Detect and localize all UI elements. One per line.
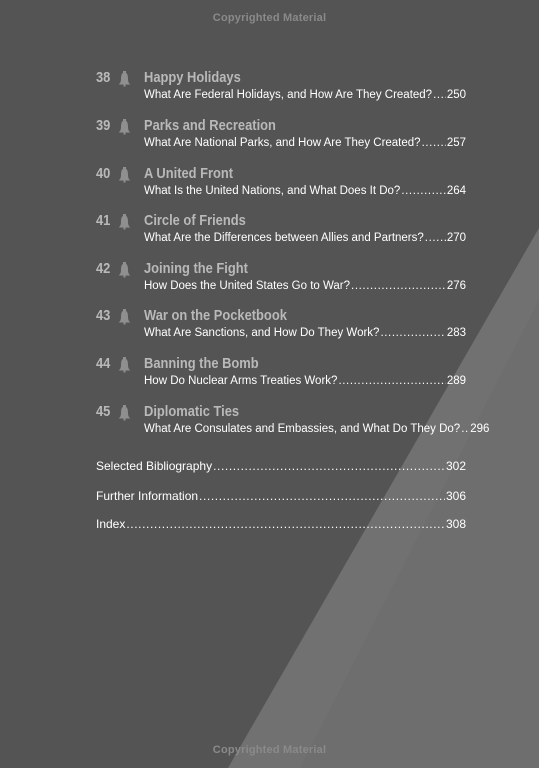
liberty-bell-icon [118,357,131,373]
toc-chapter-40[interactable] [96,165,466,209]
toc-chapter-44[interactable] [96,355,466,399]
chapter-title: A United Front [144,165,234,182]
toc-chapter-39[interactable] [96,117,466,161]
copyright-watermark-bottom: Copyrighted Material [212,744,327,756]
chapter-question-line [144,375,466,387]
dot-leader [380,327,445,339]
chapter-question: What Are Consulates and Embassies, and What Do They Do? [144,423,461,435]
toc-chapter-41[interactable] [96,212,466,256]
chapter-question: How Do Nuclear Arms Treaties Work? [144,375,338,387]
chapter-title: Banning the Bomb [144,355,259,372]
chapter-number: 45 [96,403,111,420]
toc-chapter-38[interactable] [96,69,466,113]
dot-leader [126,517,445,531]
back-matter-label: Index [96,517,126,531]
chapter-question: What Is the United Nations, and What Does It Do? [144,185,401,197]
dot-leader [422,137,446,149]
toc-further-information[interactable] [96,489,466,503]
page-number: 283 [446,327,466,339]
chapter-question-line [144,232,466,244]
page-number: 250 [446,89,466,101]
liberty-bell-icon [118,309,131,325]
chapter-question: What Are Sanctions, and How Do They Work? [144,327,380,339]
dot-leader [433,89,446,101]
back-matter-label: Further Information [96,489,199,503]
back-matter-label: Selected Bibliography [96,459,213,473]
chapter-number: 39 [96,117,111,134]
toc-index[interactable] [96,517,466,531]
page-number: 257 [446,137,466,149]
dot-leader [425,232,446,244]
chapter-number: 38 [96,69,111,86]
dot-leader [338,375,445,387]
dot-leader [401,185,445,197]
liberty-bell-icon [118,214,131,230]
dot-leader [199,489,445,503]
chapter-question-line [144,327,466,339]
chapter-number: 44 [96,355,111,372]
chapter-question-line [144,89,466,101]
chapter-number: 40 [96,165,111,182]
chapter-title: War on the Pocketbook [144,307,287,324]
page-number: 302 [445,459,466,473]
chapter-number: 42 [96,260,111,277]
dot-leader [213,459,445,473]
toc-chapter-43[interactable] [96,307,466,351]
chapter-question: What Are National Parks, and How Are They Created? [144,137,421,149]
dot-leader [461,423,469,435]
liberty-bell-icon [118,405,131,421]
page-number: 308 [445,517,466,531]
liberty-bell-icon [118,119,131,135]
chapter-title: Happy Holidays [144,69,241,86]
toc-chapter-42[interactable] [96,260,466,304]
page-number: 270 [446,232,466,244]
chapter-question: What Are Federal Holidays, and How Are They Created? [144,89,433,101]
dot-leader [351,280,446,292]
chapter-title: Diplomatic Ties [144,403,240,420]
chapter-question-line [144,137,466,149]
chapter-number: 43 [96,307,111,324]
page-number: 264 [446,185,466,197]
liberty-bell-icon [118,71,131,87]
chapter-question-line [144,185,466,197]
chapter-question-line [144,280,466,292]
toc-chapter-45[interactable] [96,403,490,447]
chapter-title: Circle of Friends [144,212,246,229]
chapter-title: Joining the Fight [144,260,248,277]
page-number: 296 [470,423,490,435]
chapter-question: How Does the United States Go to War? [144,280,351,292]
liberty-bell-icon [118,167,131,183]
page-number: 289 [446,375,466,387]
chapter-number: 41 [96,212,111,229]
toc-selected-bibliography[interactable] [96,459,466,473]
liberty-bell-icon [118,262,131,278]
chapter-title: Parks and Recreation [144,117,276,134]
chapter-question-line [144,423,490,435]
page-number: 276 [446,280,466,292]
page-number: 306 [445,489,466,503]
copyright-watermark-top: Copyrighted Material [212,12,327,24]
chapter-question: What Are the Differences between Allies and Partners? [144,232,424,244]
